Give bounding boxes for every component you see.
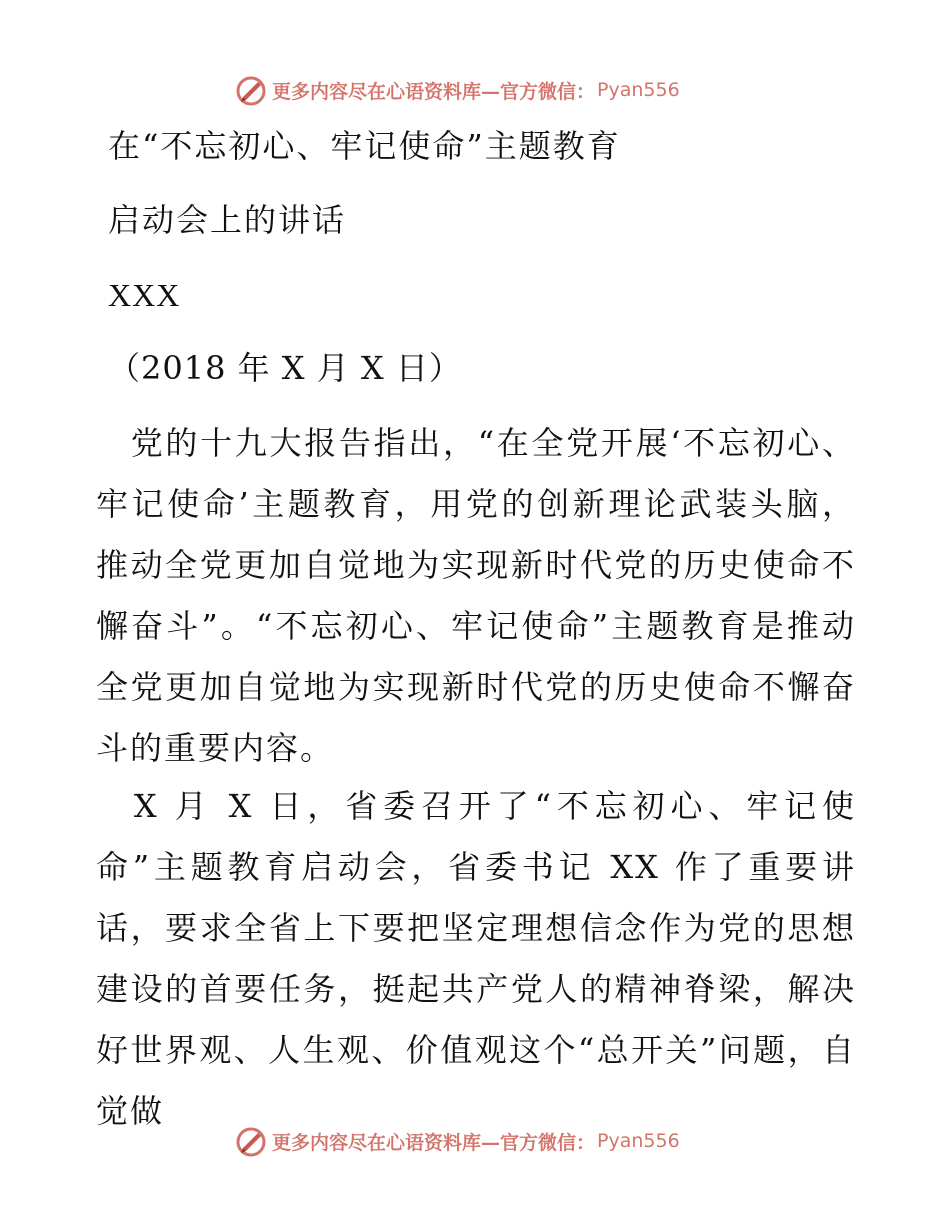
- header-watermark: [234, 70, 680, 110]
- paragraph-1: 党的十九大报告指出，“在全党开展‘不忘初心、牢记使命’主题教育，用党的创新理论武装头脑，推动全党更加自觉地为实现新时代党的历史使命不懈奋斗”。“不忘初心、牢记使命”主题教育是推动全党更加自觉地为实现新时代党的历史使命不懈奋斗的重要内容。: [96, 424, 856, 767]
- watermark-text: 更多内容尽在心语资料库—官方微信：: [272, 1131, 596, 1154]
- title-line-1: 在“不忘初心、牢记使命”主题教育: [108, 127, 621, 165]
- speech-date: （2018 年 X 月 X 日）: [108, 349, 462, 387]
- paragraph-2: X 月 X 日，省委召开了“不忘初心、牢记使命”主题教育启动会，省委书记 XX 作了重要讲话，要求全省上下要把坚定理想信念作为党的思想建设的首要任务，挺起共产党人的精神脊梁，解决好世界观、人生观、价值观这个“总开关”问题，自觉做: [96, 787, 856, 1130]
- footer-watermark: [234, 1121, 680, 1161]
- watermark-account: Pyan556: [597, 1130, 680, 1152]
- speaker-name: XXX: [108, 277, 181, 313]
- pen-circle-logo-icon: [234, 1124, 268, 1158]
- watermark-account: Pyan556: [597, 79, 680, 101]
- title-line-2: 启动会上的讲话: [108, 201, 347, 239]
- pen-circle-logo-icon: [234, 73, 268, 107]
- watermark-text: 更多内容尽在心语资料库—官方微信：: [272, 80, 596, 103]
